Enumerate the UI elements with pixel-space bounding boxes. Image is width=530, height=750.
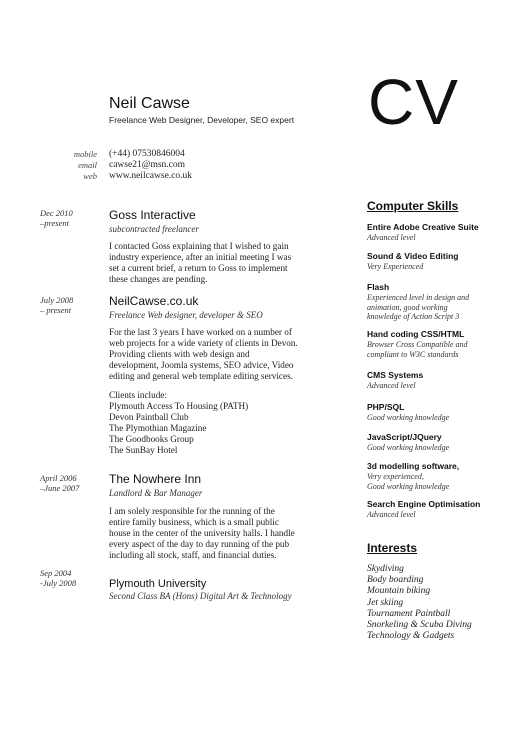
interest-item: Body boarding <box>367 575 424 586</box>
interest-item: Skydiving <box>367 564 404 574</box>
skill-level: knowledge of Action Script 3 <box>367 312 460 321</box>
client-item: The SunBay Hotel <box>109 444 178 455</box>
skill-seo <box>367 499 497 520</box>
skill-css-html <box>367 329 497 359</box>
date-line: Dec 2010 <box>40 208 73 218</box>
interest-item: Jet skiing <box>367 597 404 608</box>
date-neilcawse <box>40 295 88 315</box>
description-line: development, Joomla systems, SEO advice, Video <box>109 359 294 370</box>
date-line: –present <box>40 218 69 228</box>
skill-name: JavaScript/JQuery <box>367 432 442 442</box>
skill-name: CMS Systems <box>367 370 424 380</box>
date-line: – present <box>40 305 72 315</box>
skill-3d-modelling <box>367 461 497 491</box>
contact-label-mobile: mobile <box>73 149 97 159</box>
skill-level: Very Experienced <box>367 262 424 271</box>
description-line: I am solely responsible for the running of the <box>109 506 275 516</box>
clients-list <box>109 390 309 455</box>
entry-description-nowhere-inn <box>109 506 309 561</box>
contact-label-email: email <box>78 160 97 170</box>
entry-title-plymouth-university: Plymouth University <box>109 578 207 590</box>
skill-name: Flash <box>367 282 390 292</box>
contact-web[interactable]: www.neilcawse.co.uk <box>109 171 193 181</box>
interests-list <box>367 564 472 642</box>
interest-item: Tournament Paintball <box>367 608 451 619</box>
skill-level: Advanced level <box>367 381 416 390</box>
skill-level: Good working knowledge <box>367 481 450 491</box>
date-plymouth-university <box>40 568 88 588</box>
description-line: editing and general web template editing services. <box>109 370 293 381</box>
skill-level: Browser Cross Compatible and <box>367 340 468 349</box>
skill-level: Advanced level <box>367 233 416 242</box>
skill-name: PHP/SQL <box>367 402 405 412</box>
entry-title-nowhere-inn: The Nowhere Inn <box>109 472 202 486</box>
skill-sound-video <box>367 251 497 272</box>
description-line: set a current brief, a return to Goss to implement <box>109 262 288 273</box>
contact-email[interactable]: cawse21@msn.com <box>109 160 186 170</box>
skill-flash <box>367 282 497 322</box>
date-line: July 2008 <box>40 295 74 305</box>
description-line: industry experience, after an initial meeting I was <box>109 251 292 262</box>
description-line: these changes are pending. <box>109 273 208 284</box>
contact-mobile: (+44) 07530846004 <box>109 149 185 159</box>
client-item: Devon Paintball Club <box>109 411 189 422</box>
skill-javascript <box>367 432 497 453</box>
date-line: –June 2007 <box>40 483 80 493</box>
description-line: including all stock, staff, and financial duties. <box>109 549 277 560</box>
date-line: Sep 2004 <box>40 568 72 578</box>
skill-level: compliant to W3C standards <box>367 349 459 359</box>
client-item: Plymouth Access To Housing (PATH) <box>109 400 249 411</box>
client-item: The Plymothian Magazine <box>109 422 207 433</box>
interest-item: Technology & Gadgets <box>367 631 455 642</box>
skill-level: Good working knowledge <box>367 443 450 452</box>
description-line: house in the center of the university halls. I handle <box>109 527 295 538</box>
skill-adobe <box>367 222 497 243</box>
date-line: -July 2008 <box>40 578 77 588</box>
entry-subtitle-nowhere-inn: Landlord & Bar Manager <box>109 488 203 498</box>
skill-name: 3d modelling software, <box>367 461 460 471</box>
description-line: web projects for a wide variety of clients in Devon. <box>109 337 298 348</box>
skill-name: Entire Adobe Creative Suite <box>367 222 479 232</box>
skill-level: animation, good working <box>367 302 448 312</box>
description-line: I contacted Goss explaining that I wished to gain <box>109 241 289 251</box>
description-line: For the last 3 years I have worked on a number of <box>109 327 292 337</box>
skill-name: Sound & Video Editing <box>367 251 459 261</box>
clients-heading: Clients include: <box>109 390 167 400</box>
resume-tagline: Freelance Web Designer, Developer, SEO expert <box>109 115 295 125</box>
description-line: entire family business, which is a small public <box>109 516 279 527</box>
entry-title-goss: Goss Interactive <box>109 208 196 222</box>
skill-name: Hand coding CSS/HTML <box>367 329 465 339</box>
date-goss <box>40 208 88 228</box>
description-line: every aspect of the day to day running of the pub <box>109 538 290 549</box>
description-line: Providing clients with web design and <box>109 348 250 359</box>
interests-heading: Interests <box>367 541 418 555</box>
interest-item: Mountain biking <box>367 586 431 597</box>
computer-skills-heading: Computer Skills <box>367 199 459 213</box>
skill-cms <box>367 370 497 391</box>
entry-title-neilcawse: NeilCawse.co.uk <box>109 294 199 308</box>
cv-mark: CV <box>368 66 459 138</box>
entry-subtitle-goss: subcontracted freelancer <box>109 224 199 234</box>
resume-name: Neil Cawse <box>109 95 190 112</box>
date-line: April 2006 <box>40 473 77 483</box>
skill-level: Advanced level <box>367 510 416 519</box>
skill-php-sql <box>367 402 497 423</box>
skill-level: Very experienced, <box>367 472 424 481</box>
date-nowhere-inn <box>40 473 88 493</box>
interest-item: Snorkeling & Scuba Diving <box>367 620 472 631</box>
skill-name: Search Engine Optimisation <box>367 499 481 509</box>
entry-description-neilcawse <box>109 327 309 382</box>
skill-level: Good working knowledge <box>367 413 450 422</box>
contact-label-web: web <box>83 171 97 181</box>
entry-description-goss <box>109 241 309 285</box>
entry-subtitle-plymouth-university: Second Class BA (Hons) Digital Art & Technology <box>109 591 292 601</box>
entry-subtitle-neilcawse: Freelance Web designer, developer & SEO <box>109 310 263 320</box>
skill-level: Experienced level in design and <box>367 293 470 302</box>
client-item: The Goodbooks Group <box>109 433 194 444</box>
